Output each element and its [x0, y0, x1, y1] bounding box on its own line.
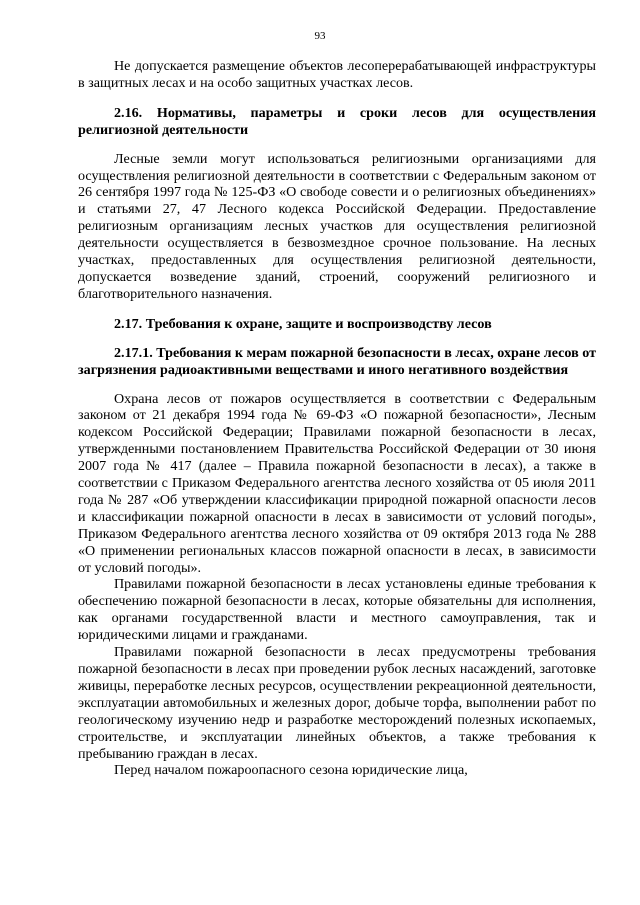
- document-body: [78, 58, 596, 779]
- page-number: 93: [314, 30, 326, 42]
- paragraph-fire-protection: Охрана лесов от пожаров осуществляется в соответствии с Федеральным законом от 21 декабря 1994 года № 69-ФЗ «О пожарной безопасности», Лесным кодексом Российской Федерации; Правилами пожарной безопасности в лесах, утвержденными постановлением Правительства Российской Федерации от 30 июня 2007 года № 417 (далее – Правила пожарной безопасности в лесах), а также в соответствии с Приказом Федерального агентства лесного хозяйства от 05 июля 2011 года № 287 «Об утверждении классификации природной пожарной опасности лесов и классификации пожарной опасности в лесах в зависимости от условий погоды», Приказом Федерального агентства лесного хозяйства от 09 октября 2013 года № 288 «О применении региональных классов пожарной опасности в лесах, в зависимости от условий погоды».: [78, 390, 596, 576]
- heading-2-16: 2.16. Нормативы, параметры и сроки лесов для осуществления религиозной деятельности: [78, 104, 596, 138]
- heading-2-17-1: 2.17.1. Требования к мерам пожарной безопасности в лесах, охране лесов от загрязнения радиоактивными веществами и иного негативного воздействия: [78, 344, 597, 378]
- paragraph-fire-requirements: Правилами пожарной безопасности в лесах предусмотрены требования пожарной безопасности в лесах при проведении рубок лесных насаждений, заготовке живицы, переработке лесных ресурсов, осуществлении рекреационной деятельности, эксплуатации автомобильных и железных дорог, добыче торфа, выполнении работ по геологическому изучению недр и разработке месторождений полезных ископаемых, строительстве, и эксплуатации линейных объектов, а также требования к пребыванию граждан в лесах.: [78, 644, 596, 762]
- paragraph-before-season: Перед началом пожароопасного сезона юридические лица,: [114, 762, 468, 779]
- paragraph-fire-rules: Правилами пожарной безопасности в лесах установлены единые требования к обеспечению пожарной безопасности в лесах, которые обязательны для исполнения, как органами государственной власти и местного самоуправления, так и юридическими лицами и гражданами.: [78, 576, 596, 644]
- heading-2-17: 2.17. Требования к охране, защите и воспроизводству лесов: [114, 315, 492, 332]
- paragraph-religious-use: Лесные земли могут использоваться религиозными организациями для осуществления религиозной деятельности в соответствии с Федеральным законом от 26 сентября 1997 года № 125-ФЗ «О свободе совести и о религиозных объединениях» и статьями 27, 47 Лесного кодекса Российской Федерации. Предоставление религиозным организациям лесных участков для осуществления религиозной деятельности осуществляется в безвозмездное срочное пользование. На лесных участках, предоставленных для осуществления религиозной деятельности, допускается возведение зданий, строений, сооружений религиозного и благотворительного назначения.: [78, 150, 596, 302]
- paragraph-infrastructure: Не допускается размещение объектов лесоперерабатывающей инфраструктуры в защитных лесах и на особо защитных участках лесов.: [78, 58, 596, 91]
